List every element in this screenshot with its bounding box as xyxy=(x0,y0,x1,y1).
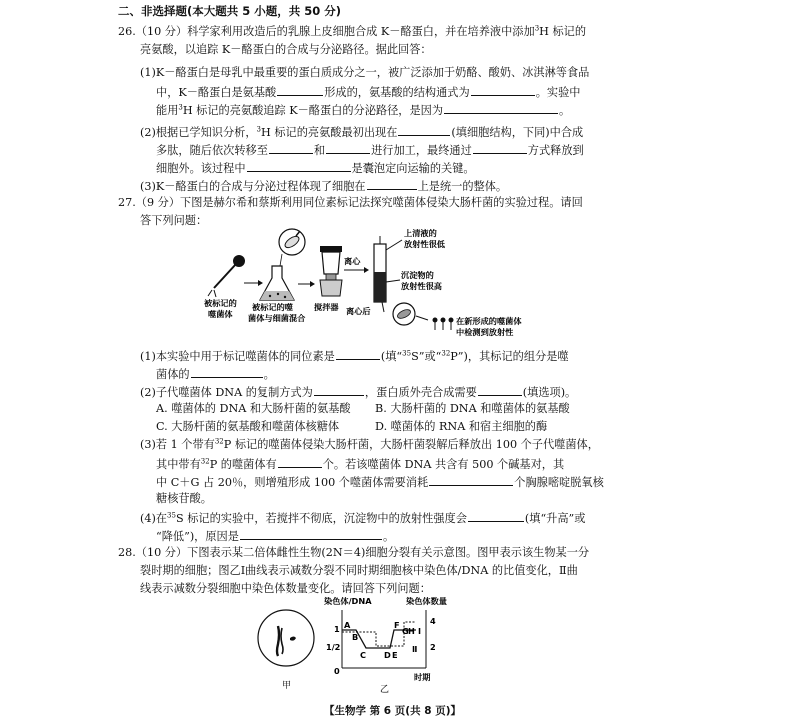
label-new-phage-2: 中检测到放射性 xyxy=(456,327,514,337)
q26-part1-line2: 中，K－酪蛋白是氨基酸 形成的，氨基酸的结构通式为 。实验中 xyxy=(156,86,581,99)
answer-blank[interactable] xyxy=(398,125,450,136)
answer-blank[interactable] xyxy=(240,529,382,540)
cell-membrane-icon xyxy=(258,610,314,666)
tick-4: 4 xyxy=(430,616,436,626)
point-c: C xyxy=(360,650,367,660)
answer-blank[interactable] xyxy=(473,143,527,154)
curve-i-label: Ⅰ xyxy=(418,626,422,636)
q27-option-a[interactable]: A. 噬菌体的 DNA 和大肠杆菌的氨基酸 xyxy=(156,402,351,415)
answer-blank[interactable] xyxy=(269,143,313,154)
arrow-icon xyxy=(386,240,402,250)
point-h: H xyxy=(408,626,415,636)
arrow-icon xyxy=(416,316,428,320)
flask-icon xyxy=(260,266,294,300)
point-f: F xyxy=(394,620,400,630)
q26-part2-line1: (2)根据已学知识分析，$^3$H 标记的亮氨酸最初出现在 (填细胞结构，下同)中合成 xyxy=(140,125,584,139)
label-jia: 甲 xyxy=(282,681,292,691)
q26-part3: (3)K－酪蛋白的合成与分泌过程体现了细胞在 上是统一的整体。 xyxy=(140,180,508,193)
new-phage-icon xyxy=(433,318,454,331)
answer-blank[interactable] xyxy=(191,367,263,378)
q27-part1-line2: 菌体的 。 xyxy=(156,368,275,381)
centrifuge-tube-icon xyxy=(374,236,386,302)
y-axis-left-label: 染色体/DNA xyxy=(324,596,372,606)
answer-blank[interactable] xyxy=(247,161,351,172)
point-e: E xyxy=(392,650,398,660)
point-b: B xyxy=(352,632,359,642)
q26-part2-line2: 多肽，随后依次转移至 和 进行加工，最终通过 方式释放到 xyxy=(156,144,584,157)
label-supernatant: 上清液的 xyxy=(404,228,437,238)
label-centrifuge: 离心 xyxy=(344,256,361,266)
q26-part2-line3: 细胞外。该过程中 是囊泡定向运输的关键。 xyxy=(156,162,475,175)
q27-part1-line1: (1)本实验中用于标记噬菌体的同位素是 (填“$^{35}$S”或“$^{32}$P”)，其标记的组分是噬 xyxy=(140,349,569,363)
label-yi: 乙 xyxy=(380,685,390,695)
q27-part3-line1: (3)若 1 个带有$^{32}$P 标记的噬菌体侵染大肠杆菌，大肠杆菌裂解后释放出 100 个子代噬菌体， xyxy=(140,437,599,451)
label-labeled-phage-2: 噬菌体 xyxy=(208,309,233,319)
point-g: G xyxy=(402,626,409,636)
phage-experiment-figure xyxy=(196,228,526,338)
label-mix: 被标记的噬 xyxy=(252,302,293,312)
arrow-icon xyxy=(258,280,263,286)
x-axis-label: 时期 xyxy=(414,672,431,682)
answer-blank[interactable] xyxy=(278,457,322,468)
tick-2: 2 xyxy=(430,642,436,652)
answer-blank[interactable] xyxy=(478,385,522,396)
label-mix-2: 菌体与细菌混合 xyxy=(248,313,306,323)
tick-1: 1 xyxy=(334,624,340,634)
bacteria-zoom-icon xyxy=(279,229,305,266)
answer-blank[interactable] xyxy=(429,475,513,486)
phage-icon xyxy=(208,255,245,297)
q27-option-c[interactable]: C. 大肠杆菌的氨基酸和噬菌体核糖体 xyxy=(156,420,340,433)
answer-blank[interactable] xyxy=(468,511,524,522)
label-new-phage: 在新形成的噬菌体 xyxy=(456,316,522,326)
label-stirrer: 搅拌器 xyxy=(314,302,339,312)
curve-ii-label: Ⅱ xyxy=(412,644,418,654)
answer-blank[interactable] xyxy=(326,143,370,154)
answer-blank[interactable] xyxy=(336,349,380,360)
q28-line-2: 裂时期的细胞；图乙Ⅰ曲线表示减数分裂不同时期细胞核中染色体/DNA 的比值变化，Ⅱ曲 xyxy=(140,564,578,577)
q28-line-1: 28.（10 分）下图表示某二倍体雌性生物(2N＝4)细胞分裂有关示意图。图甲表示该生物某一分 xyxy=(118,546,590,559)
q27-part4-line2: “降低”)，原因是 。 xyxy=(156,530,395,543)
answer-blank[interactable] xyxy=(471,85,535,96)
arrow-icon xyxy=(386,280,400,282)
q27-line-1: 27.（9 分）下图是赫尔希和蔡斯利用同位素标记法探究噬菌体侵染大肠杆菌的实验过程。请回 xyxy=(118,196,583,209)
tick-0: 0 xyxy=(334,666,340,676)
answer-blank[interactable] xyxy=(277,85,323,96)
q27-part2: (2)子代噬菌体 DNA 的复制方式为 ，蛋白质外壳合成需要 (填选项)。 xyxy=(140,386,577,399)
q26-line-2: 亮氨酸，以追踪 K－酪蛋白的合成与分泌路径。据此回答： xyxy=(140,43,432,56)
answer-blank[interactable] xyxy=(367,179,417,190)
answer-blank[interactable] xyxy=(314,385,364,396)
label-labeled-phage: 被标记的 xyxy=(204,298,237,308)
answer-blank[interactable] xyxy=(444,103,558,114)
q27-part3-line3: 中 C＋G 占 20％，则增殖形成 100 个噬菌体需要消耗 个胸腺嘧啶脱氧核 xyxy=(156,476,604,489)
figure-yi xyxy=(320,598,450,698)
section-title: 二、非选择题(本大题共 5 小题，共 50 分) xyxy=(118,4,342,18)
q28-line-3: 线表示减数分裂细胞中染色体数量变化。请回答下列问题： xyxy=(140,582,431,595)
figure-jia xyxy=(256,604,326,694)
q27-line-2: 答下列问题： xyxy=(140,214,208,227)
q27-option-b[interactable]: B. 大肠杆菌的 DNA 和噬菌体的氨基酸 xyxy=(375,402,570,415)
q26-part1-line3: 能用$^3$H 标记的亮氨酸追踪 K－酪蛋白的分泌路径，是因为 。 xyxy=(156,103,571,117)
tick-half: 1/2 xyxy=(326,642,341,652)
q26-line-1: 26.（10 分）科学家利用改造后的乳腺上皮细胞合成 K－酪蛋白，并在培养液中添加$^3$H 标记的 xyxy=(118,24,587,38)
label-precipitate-2: 放射性很高 xyxy=(401,281,442,291)
arrow-icon xyxy=(310,281,315,287)
arrow-icon xyxy=(382,302,384,312)
label-precipitate: 沉淀物的 xyxy=(401,270,434,280)
q27-part4-line1: (4)在$^{35}$S 标记的实验中，若搅拌不彻底，沉淀物中的放射性强度会 (填“升高”或 xyxy=(140,511,586,525)
label-after-centrifuge: 离心后 xyxy=(346,306,371,316)
arrow-icon xyxy=(364,267,369,273)
page-footer: 【生物学 第 6 页(共 8 页)】 xyxy=(324,705,461,717)
q27-part3-line2: 其中带有$^{32}$P 的噬菌体有 个。若该噬菌体 DNA 共含有 500 个碱基对，其 xyxy=(156,457,565,471)
label-supernatant-2: 放射性很低 xyxy=(404,239,445,249)
stirrer-icon xyxy=(320,246,342,296)
q26-part1-line1: (1)K－酪蛋白是母乳中最重要的蛋白质成分之一，被广泛添加于奶酪、酸奶、冰淇淋等食品 xyxy=(140,66,590,79)
point-d: D xyxy=(384,650,391,660)
point-a: A xyxy=(344,620,351,630)
precipitate-zoom-icon xyxy=(393,303,415,325)
q27-option-d[interactable]: D. 噬菌体的 RNA 和宿主细胞的酶 xyxy=(375,420,548,433)
y-axis-right-label: 染色体数量 xyxy=(406,596,447,606)
q27-part3-line4: 糖核苷酸。 xyxy=(156,492,212,505)
